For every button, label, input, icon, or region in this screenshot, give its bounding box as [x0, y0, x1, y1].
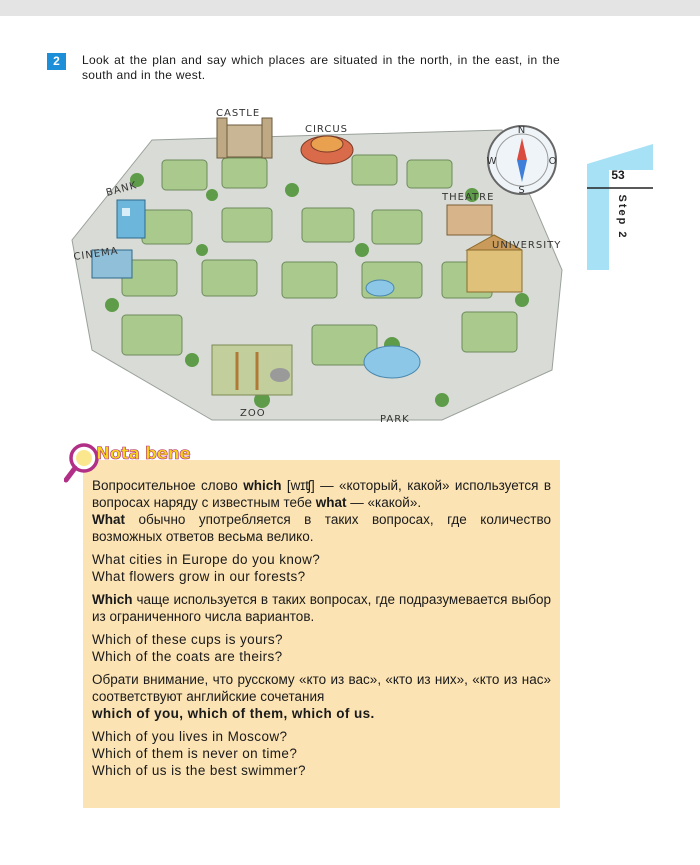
exercise-instruction: Look at the plan and say which places are situated in the north, in the east, in the south and in the west. [82, 53, 560, 82]
page-number: 53 [611, 168, 625, 182]
label-theatre: THEATRE [442, 192, 495, 203]
castle-building [217, 118, 272, 158]
label-circus: CIRCUS [305, 124, 349, 135]
word-which: which [243, 478, 282, 493]
pond [366, 280, 394, 296]
bank-building [117, 200, 145, 238]
nota-bene-content [92, 477, 551, 779]
compass-e: O [548, 156, 558, 167]
label-cinema: CINEMA [72, 245, 120, 263]
zoo-area [212, 345, 292, 395]
step-label: Step 2 [616, 194, 628, 240]
label-zoo: ZOO [240, 408, 266, 419]
compass-n: N [517, 125, 527, 136]
example-final-2: Which of them is never on time? [92, 746, 298, 761]
compass-s: S [518, 185, 526, 196]
intro-paragraph: Вопросительное слово which [wɪʧ] — «который, какой» используется в вопросах наряду с известным тебе what — «какой». [92, 478, 551, 510]
city-plan-map [62, 100, 582, 432]
theatre-building [447, 205, 492, 235]
label-university: UNIVERSITY [492, 240, 562, 251]
top-bar [0, 0, 700, 16]
attention-bold: which of you, which of them, which of us. [92, 706, 375, 721]
what-rule: What обычно употребляется в таких вопросах, где количество возможных ответов весьма велико. [92, 512, 551, 544]
attention-paragraph: Обрати внимание, что русскому «кто из вас», «кто из них», «кто из нас» соответствуют английские сочетания [92, 672, 551, 704]
exercise-number: 2 [47, 53, 66, 70]
example-final-3: Which of us is the best swimmer? [92, 763, 306, 778]
label-castle: CASTLE [216, 108, 261, 119]
example-which-2: Which of the coats are theirs? [92, 649, 283, 664]
circus-building [301, 136, 353, 164]
park-pond [364, 346, 420, 378]
label-bank: BANK [104, 180, 139, 199]
example-final-1: Which of you lives in Moscow? [92, 729, 288, 744]
example-what-2: What flowers grow in our forests? [92, 569, 306, 584]
example-what-1: What cities in Europe do you know? [92, 552, 321, 567]
compass-w: W [486, 156, 498, 167]
example-which-1: Which of these cups is yours? [92, 632, 283, 647]
which-rule: Which чаще используется в таких вопросах, где подразумевается выбор из ограниченного числа вариантов. [92, 592, 551, 624]
word-what: what [315, 495, 347, 510]
label-park: PARK [380, 414, 410, 425]
nota-bene-title: Nota bene [96, 444, 191, 464]
